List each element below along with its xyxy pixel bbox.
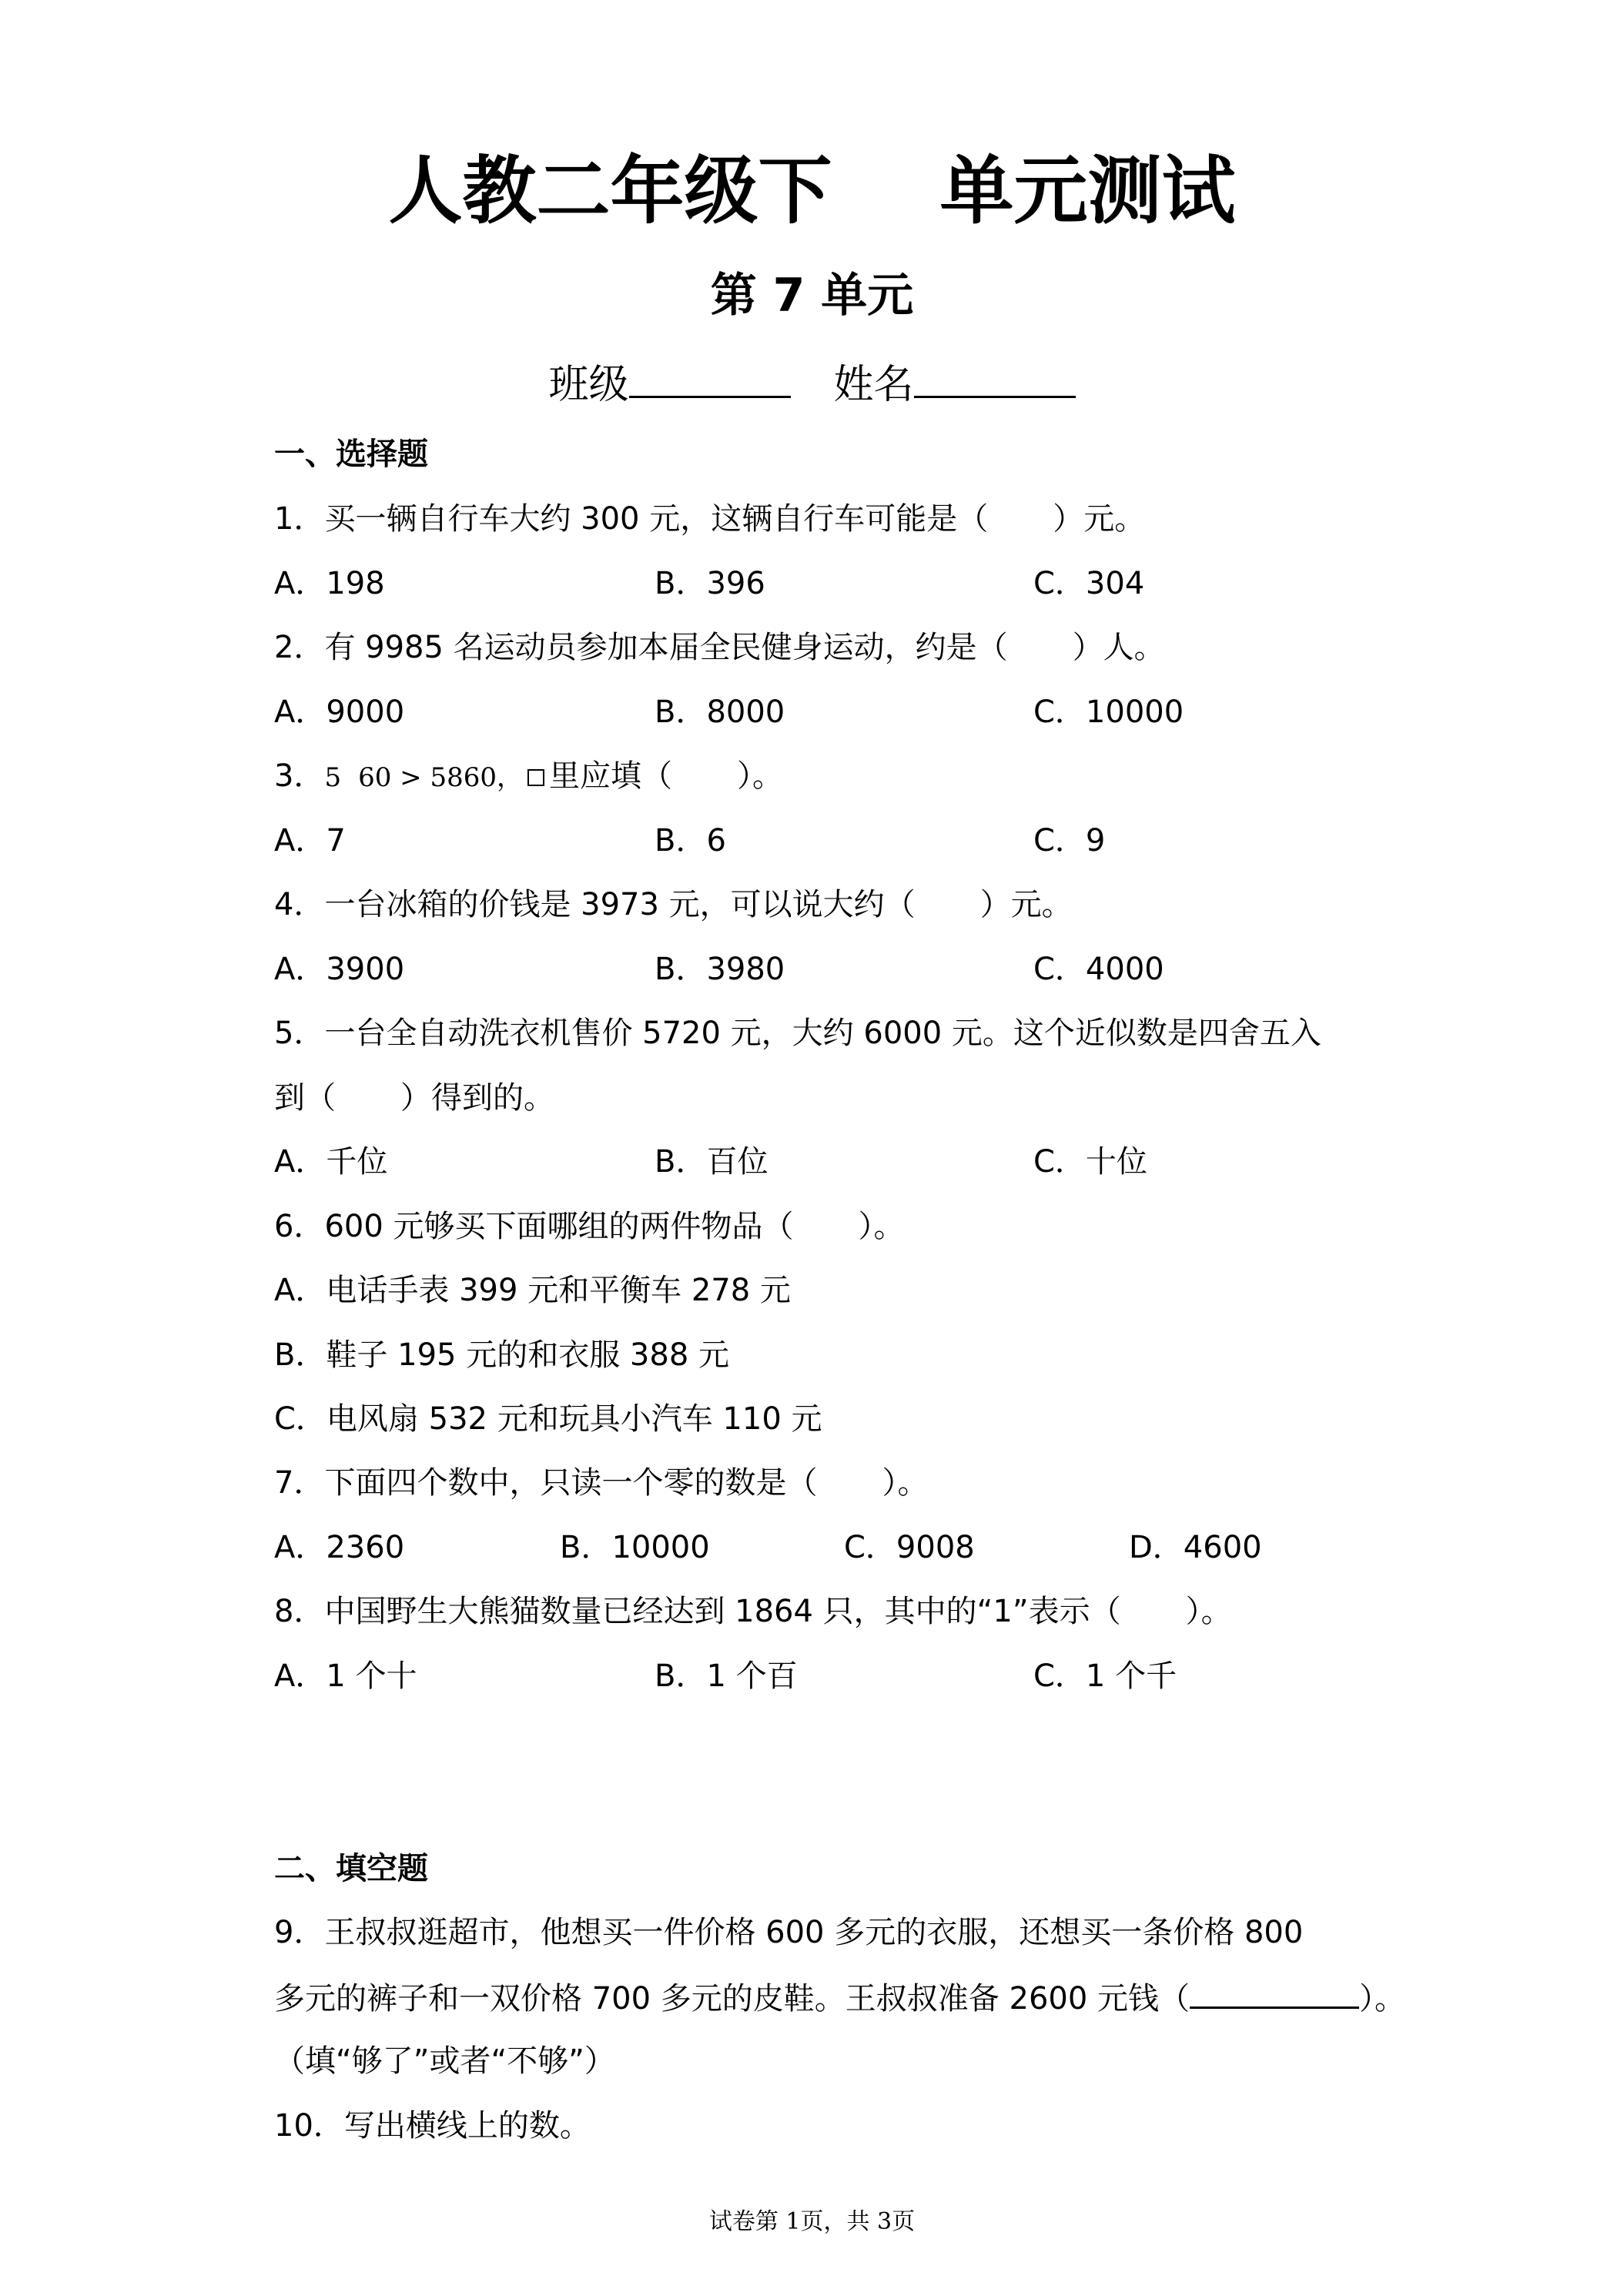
q6-text-end: ）。 xyxy=(858,1209,905,1244)
q7-option-d[interactable]: D．4600 xyxy=(1129,1530,1262,1565)
q3-expression-start: 5 xyxy=(324,762,342,793)
q5-text-end: ）得到的。 xyxy=(400,1080,554,1116)
question-9-hint: （填“够了”或者“不够”） xyxy=(274,2043,615,2079)
q3-option-a[interactable]: A．7 xyxy=(274,823,346,858)
square-box-icon xyxy=(527,769,544,786)
q1-text: 1．买一辆自行车大约 300 元，这辆自行车可能是（ xyxy=(274,501,989,537)
question-5-cont xyxy=(274,1076,554,1120)
q3-text: 里应填（ xyxy=(549,758,672,794)
q8-option-c[interactable]: C．1 个千 xyxy=(1033,1658,1177,1694)
q6-option-c[interactable]: C．电风扇 532 元和玩具小汽车 110 元 xyxy=(274,1401,822,1437)
q4-option-a[interactable]: A．3900 xyxy=(274,952,405,987)
q8-option-a[interactable]: A．1 个十 xyxy=(274,1658,417,1694)
q1-text-end: ）元。 xyxy=(1053,501,1146,537)
page-title xyxy=(0,145,1624,237)
q8-option-b[interactable]: B．1 个百 xyxy=(655,1658,798,1694)
q7-option-a[interactable]: A．2360 xyxy=(274,1530,405,1565)
q2-option-b[interactable]: B．8000 xyxy=(655,694,785,730)
unit-subtitle: 第 7 单元 xyxy=(710,269,914,323)
q6-option-b[interactable]: B．鞋子 195 元的和衣服 388 元 xyxy=(274,1337,729,1373)
q3-number: 3． xyxy=(274,758,325,794)
question-6 xyxy=(274,1205,905,1248)
question-9-cont xyxy=(274,1976,1405,2020)
question-3 xyxy=(274,755,783,799)
q9-text: 多元的裤子和一双价格 700 多元的皮鞋。王叔叔准备 2600 元钱（ xyxy=(274,1981,1190,2017)
q8-text: 8．中国野生大熊猫数量已经达到 1864 只，其中的“1”表示（ xyxy=(274,1594,1121,1629)
q7-option-c[interactable]: C．9008 xyxy=(844,1530,975,1565)
q7-option-b[interactable]: B．10000 xyxy=(560,1530,710,1565)
question-9: 9．王叔叔逛超市，他想买一件价格 600 多元的衣服，还想买一条价格 800 xyxy=(274,1915,1304,1950)
q6-option-a[interactable]: A．电话手表 399 元和平衡车 278 元 xyxy=(274,1273,791,1308)
title-left: 人教二年级下 xyxy=(388,148,832,234)
question-4 xyxy=(274,883,1073,926)
name-label: 姓名 xyxy=(833,362,914,408)
q2-text-end: ）人。 xyxy=(1072,630,1165,665)
q3-option-c[interactable]: C．9 xyxy=(1033,823,1106,858)
question-10: 10．写出横线上的数。 xyxy=(274,2108,591,2144)
q1-option-c[interactable]: C．304 xyxy=(1033,566,1145,601)
question-5: 5．一台全自动洗衣机售价 5720 元，大约 6000 元。这个近似数是四舍五入 xyxy=(274,1016,1321,1051)
section-choice-heading: 一、选择题 xyxy=(274,437,428,472)
q2-option-c[interactable]: C．10000 xyxy=(1033,694,1184,730)
question-8 xyxy=(274,1590,1232,1633)
q3-text-end: ）。 xyxy=(737,758,783,794)
q8-text-end: ）。 xyxy=(1185,1594,1232,1629)
q4-text: 4．一台冰箱的价钱是 3973 元，可以说大约（ xyxy=(274,887,916,922)
q1-option-a[interactable]: A．198 xyxy=(274,566,385,601)
section-fill-heading: 二、填空题 xyxy=(274,1851,428,1886)
q7-text-end: ）。 xyxy=(882,1465,929,1501)
q2-text: 2．有 9985 名运动员参加本届全民健身运动，约是（ xyxy=(274,630,1008,665)
q5-option-c[interactable]: C．十位 xyxy=(1033,1144,1147,1180)
question-2 xyxy=(274,626,1165,669)
title-right: 单元测试 xyxy=(939,148,1236,234)
class-label: 班级 xyxy=(548,362,629,408)
name-blank[interactable] xyxy=(914,356,1076,398)
q4-option-b[interactable]: B．3980 xyxy=(655,952,785,987)
q5-text: 到（ xyxy=(274,1080,336,1116)
q3-expression: 60 > 5860， xyxy=(358,762,523,793)
page-footer: 试卷第 1页，共 3页 xyxy=(708,2208,916,2235)
q9-text-end: ）。 xyxy=(1359,1981,1406,2017)
question-1 xyxy=(274,497,1145,541)
q9-answer-blank[interactable] xyxy=(1190,1976,1359,2009)
q4-option-c[interactable]: C．4000 xyxy=(1033,952,1164,987)
q5-option-b[interactable]: B．百位 xyxy=(655,1144,768,1180)
question-7 xyxy=(274,1461,928,1504)
q4-text-end: ）元。 xyxy=(979,887,1073,922)
q7-text: 7．下面四个数中，只读一个零的数是（ xyxy=(274,1465,818,1501)
q2-option-a[interactable]: A．9000 xyxy=(274,694,405,730)
student-info-line xyxy=(0,356,1624,412)
class-blank[interactable] xyxy=(629,356,791,398)
q1-option-b[interactable]: B．396 xyxy=(655,566,765,601)
q5-option-a[interactable]: A．千位 xyxy=(274,1144,388,1180)
q3-option-b[interactable]: B．6 xyxy=(655,823,726,858)
q6-text: 6．600 元够买下面哪组的两件物品（ xyxy=(274,1209,794,1244)
